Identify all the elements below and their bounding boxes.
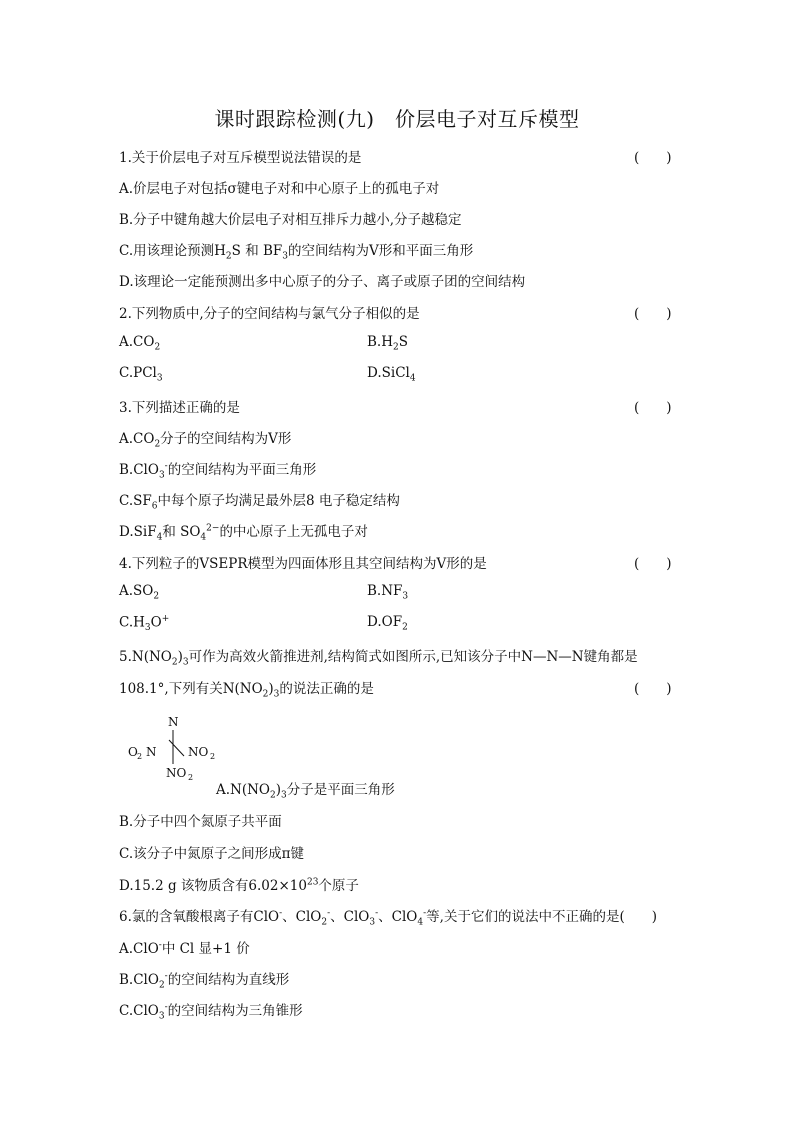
q6-s-text2: 、ClO bbox=[282, 909, 322, 925]
q5-l1-text1: 5.N(NO bbox=[119, 649, 172, 665]
q3-b-sub: 3 bbox=[158, 470, 165, 481]
q5-a-sub2: 3 bbox=[281, 790, 287, 801]
q5-l2-sub2: 3 bbox=[273, 689, 280, 700]
q2-a-text: A.CO bbox=[119, 334, 155, 350]
diagram-left-sub: 2 bbox=[137, 752, 143, 761]
q5-d-text2: 个原子 bbox=[318, 878, 359, 894]
diagram-top-n: N bbox=[168, 715, 179, 729]
q4-option-c bbox=[119, 614, 169, 633]
q6-option-a bbox=[119, 937, 250, 957]
q4-option-d bbox=[367, 614, 408, 633]
q1-c-sub2: 3 bbox=[282, 251, 289, 262]
q1-c-text3: 的空间结构为V形和平面三角形 bbox=[288, 243, 474, 259]
q5-a-text1: A.N(NO bbox=[216, 782, 270, 798]
q6-c-sup: - bbox=[164, 1002, 168, 1013]
q4-b-sub: 3 bbox=[402, 591, 409, 602]
q6-s-sup2: - bbox=[327, 908, 331, 919]
q5-l1-sub2: 3 bbox=[182, 657, 189, 668]
q6-stem bbox=[119, 905, 657, 928]
q5-option-a bbox=[216, 778, 395, 801]
q3-option-b bbox=[119, 458, 316, 481]
q3-b-sup: - bbox=[164, 461, 168, 472]
q1-c-text1: C.用该理论预测H bbox=[119, 243, 226, 259]
q4-option-a bbox=[119, 583, 159, 602]
q2-option-d bbox=[367, 365, 416, 384]
q6-b-text2: 的空间结构为直线形 bbox=[167, 972, 290, 988]
q4-b-text: B.NF bbox=[367, 583, 403, 599]
q6-s-text5: 等,关于它们的说法中不正确的是( ) bbox=[426, 909, 657, 925]
q4-stem: 4.下列粒子的VSEPR模型为四面体形且其空间结构为V形的是 bbox=[119, 556, 487, 572]
q2-d-sub: 4 bbox=[409, 373, 416, 384]
q6-c-sub: 3 bbox=[158, 1011, 165, 1022]
q6-s-sub4: 4 bbox=[417, 917, 424, 928]
q3-option-c bbox=[119, 489, 400, 512]
q6-b-sub: 2 bbox=[158, 980, 165, 991]
q6-s-sub2: 2 bbox=[321, 917, 328, 928]
q3-a-text2: 分子的空间结构为V形 bbox=[160, 431, 292, 447]
q6-option-c bbox=[119, 999, 303, 1022]
q5-l1-paren: ) bbox=[177, 649, 183, 665]
q4-d-text: D.OF bbox=[367, 614, 403, 630]
q6-s-sup1: - bbox=[279, 908, 283, 919]
q2-c-sub: 3 bbox=[156, 373, 163, 384]
q3-option-d bbox=[119, 520, 368, 543]
q3-d-sup: 2− bbox=[206, 523, 220, 534]
q2-b-text1: B.H bbox=[367, 334, 393, 350]
q6-option-b bbox=[119, 968, 289, 991]
q3-b-text1: B.ClO bbox=[119, 462, 159, 478]
q4-c-sup: + bbox=[161, 614, 170, 624]
q1-c-sub1: 2 bbox=[225, 251, 232, 262]
q4-answer-blank[interactable]: ( ) bbox=[634, 556, 672, 572]
q3-c-text1: C.SF bbox=[119, 493, 152, 509]
diagram-bond-diagonal bbox=[169, 740, 184, 756]
q4-a-sub: 2 bbox=[153, 591, 160, 602]
q3-option-a bbox=[119, 427, 291, 450]
q5-l2-sub1: 2 bbox=[262, 689, 269, 700]
q3-d-sub2: 4 bbox=[200, 532, 207, 543]
q4-c-text1: C.H bbox=[119, 614, 145, 631]
q3-a-sub: 2 bbox=[154, 439, 161, 450]
q2-b-text2: S bbox=[398, 334, 408, 350]
q5-d-text1: D.15.2 g 该物质含有6.02×10 bbox=[119, 878, 307, 894]
diagram-bottom-sub: 2 bbox=[188, 773, 194, 782]
diagram-left-n: N bbox=[146, 745, 157, 759]
diagram-bottom-no: NO bbox=[166, 766, 187, 780]
q5-l2-paren: ) bbox=[268, 681, 274, 697]
q3-d-text2: 和 SO bbox=[162, 524, 201, 540]
q3-c-text2: 中每个原子均满足最外层8 电子稳定结构 bbox=[157, 493, 400, 509]
q6-s-sup4: - bbox=[423, 908, 427, 919]
q5-answer-blank[interactable]: ( ) bbox=[634, 681, 672, 697]
diagram-right-sub: 2 bbox=[210, 752, 216, 761]
q2-option-c bbox=[119, 365, 163, 384]
q3-d-text3: 的中心原子上无孤电子对 bbox=[219, 524, 368, 540]
q3-stem: 3.下列描述正确的是 bbox=[119, 400, 240, 416]
q3-b-text2: 的空间结构为平面三角形 bbox=[167, 462, 317, 478]
q1-option-d: D.该理论一定能预测出多中心原子的分子、离子或原子团的空间结构 bbox=[119, 274, 526, 290]
q5-a-paren: ) bbox=[275, 782, 282, 798]
q6-b-sup: - bbox=[164, 971, 168, 982]
q3-answer-blank[interactable]: ( ) bbox=[634, 400, 672, 416]
q6-a-text1: A.ClO bbox=[119, 941, 159, 957]
q2-option-b bbox=[367, 334, 408, 353]
q4-option-b bbox=[367, 583, 408, 602]
q5-l2-text1: 108.1°,下列有关N(NO bbox=[119, 681, 263, 697]
q5-l2-text2: 的说法正确的是 bbox=[279, 681, 374, 697]
q3-a-text1: A.CO bbox=[119, 431, 155, 447]
q6-s-sup3: - bbox=[375, 908, 379, 919]
q6-c-text2: 的空间结构为三角锥形 bbox=[167, 1003, 303, 1019]
q1-answer-blank[interactable]: ( ) bbox=[634, 150, 672, 166]
page-title: 课时跟踪检测(九) 价层电子对互斥模型 bbox=[214, 107, 580, 131]
q6-a-sup: - bbox=[158, 940, 162, 951]
q5-l1-text2: 可作为高效火箭推进剂,结构简式如图所示,已知该分子中N—N—N键角都是 bbox=[188, 649, 638, 665]
q5-option-b: B.分子中四个氮原子共平面 bbox=[119, 814, 282, 830]
q5-d-sup: 23 bbox=[306, 877, 319, 888]
q1-stem: 1.关于价层电子对互斥模型说法错误的是 bbox=[119, 150, 362, 166]
q2-option-a bbox=[119, 334, 160, 353]
q2-stem: 2.下列物质中,分子的空间结构与氯气分子相似的是 bbox=[119, 306, 420, 322]
diagram-right-no: NO bbox=[188, 745, 209, 759]
q1-option-a: A.价层电子对包括σ键电子对和中心原子上的孤电子对 bbox=[119, 181, 440, 197]
q6-s-text4: 、ClO bbox=[378, 909, 418, 925]
q2-c-text: C.PCl bbox=[119, 365, 157, 381]
q4-a-text: A.SO bbox=[119, 583, 154, 599]
q4-c-sub: 3 bbox=[144, 623, 151, 634]
q5-a-sub1: 2 bbox=[270, 790, 276, 801]
q6-s-text3: 、ClO bbox=[330, 909, 370, 925]
q1-c-text2: S 和 BF bbox=[231, 243, 283, 259]
q3-d-text1: D.SiF bbox=[119, 524, 157, 540]
q4-d-sub: 2 bbox=[402, 622, 408, 633]
q5-option-d bbox=[119, 874, 359, 894]
q4-c-text2: O bbox=[150, 614, 162, 631]
q6-s-text1: 6.氯的含氧酸根离子有ClO bbox=[119, 909, 280, 925]
q2-d-text: D.SiCl bbox=[367, 365, 410, 381]
q2-b-sub: 2 bbox=[393, 342, 399, 353]
q5-stem-line2 bbox=[119, 677, 374, 700]
q2-answer-blank[interactable]: ( ) bbox=[634, 306, 672, 322]
q2-a-sub: 2 bbox=[154, 342, 161, 353]
q5-l1-sub1: 2 bbox=[171, 657, 178, 668]
q3-d-sub1: 4 bbox=[156, 532, 163, 543]
q1-option-c bbox=[119, 239, 473, 262]
q6-a-text2: 中 Cl 显+1 价 bbox=[161, 941, 250, 957]
q6-b-text1: B.ClO bbox=[119, 972, 159, 988]
q1-option-b: B.分子中键角越大价层电子对相互排斥力越小,分子越稳定 bbox=[119, 212, 462, 228]
q5-a-text2: 分子是平面三角形 bbox=[286, 782, 395, 798]
q6-s-sub3: 3 bbox=[369, 917, 376, 928]
q5-stem-line1 bbox=[119, 645, 638, 668]
q6-c-text1: C.ClO bbox=[119, 1003, 159, 1019]
n-no2-3-structure-diagram bbox=[126, 714, 236, 784]
q5-option-c: C.该分子中氮原子之间形成π键 bbox=[119, 846, 305, 862]
q3-c-sub: 6 bbox=[151, 501, 158, 512]
diagram-left-o: O bbox=[128, 745, 138, 759]
